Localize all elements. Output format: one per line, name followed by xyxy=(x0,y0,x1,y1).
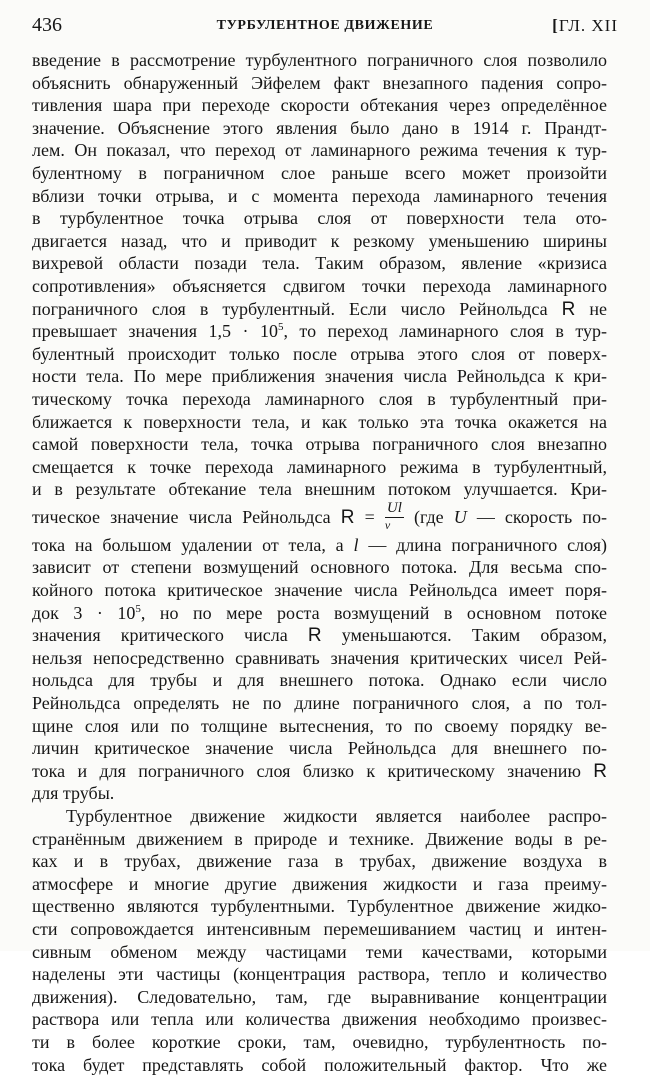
text-segment: тока на большом удалении от тела, а xyxy=(32,534,344,555)
reynolds-symbol: R xyxy=(561,298,576,320)
text-line: странённым движением в природе и технике. Движение воды в ре- xyxy=(32,828,607,849)
length-symbol: l xyxy=(353,534,359,555)
text-line: самой поверхности тела, точка отрыва пограничного слоя внезапно xyxy=(32,434,607,455)
text-line: нельзя непосредственно сравнивать значения критических чисел Рей- xyxy=(32,647,607,668)
text-segment: значения критического числа xyxy=(32,625,288,646)
text-line: тивления шара при переходе скорости обтекания через определённое xyxy=(32,95,607,116)
text-line xyxy=(32,602,607,625)
text-line: Рейнольдса определять не по длине пограничного слоя, а по тол- xyxy=(32,693,607,714)
text-line: объяснить обнаруженный Эйфелем факт внезапного падения сопро- xyxy=(32,72,607,93)
page-header xyxy=(32,14,618,40)
exponent: 5 xyxy=(277,321,284,334)
text-line: и в результате обтекание тела внешним потоком улучшается. Кри- xyxy=(32,479,607,500)
reynolds-symbol: R xyxy=(307,625,322,647)
text-segment: — длина пограничного слоя) xyxy=(368,534,607,555)
text-segment: тока и для пограничного слоя близко к критическому значению xyxy=(32,760,581,781)
text-line: щественно являются турбулентными. Турбулентное движение жидко- xyxy=(32,896,607,917)
text-line: щине слоя или по толщине вытеснения, то по своему порядку ве- xyxy=(32,715,607,736)
reynolds-formula xyxy=(385,501,404,531)
text-line: в турбулентное точка отрыва слоя от поверхности тела ото- xyxy=(32,208,607,229)
text-line xyxy=(32,760,607,783)
chapter-label xyxy=(552,16,618,36)
velocity-symbol: U xyxy=(453,506,467,527)
text-segment: , то переход ламинарного слоя в тур- xyxy=(283,321,608,342)
text-line: вихревой области позади тела. Таким образом, явление «кризиса xyxy=(32,253,607,274)
text-line: сти сопровождается интенсивным перемешиванием частиц и интен- xyxy=(32,918,607,939)
text-segment: (где xyxy=(413,506,444,527)
text-line: лем. Он показал, что переход от ламинарного режима течения к тур- xyxy=(32,140,607,161)
running-title: ТУРБУЛЕНТНОЕ ДВИЖЕНИЕ xyxy=(216,18,434,33)
text-segment: — скорость по- xyxy=(476,506,608,527)
text-line xyxy=(32,624,607,647)
body-text xyxy=(32,49,607,1076)
text-line: двигается назад, что и приводит к резкому уменьшению ширины xyxy=(32,230,607,251)
text-line: булентному в пограничном слое раньше всего может произойти xyxy=(32,162,607,183)
text-line: ности тела. По мере приближения значения числа Рейнольдса к кри- xyxy=(32,366,607,387)
text-line: ти в более короткие сроки, там, очевидно, турбулентность по- xyxy=(32,1031,607,1052)
exponent: 5 xyxy=(135,602,141,615)
text-line: значение. Объяснение этого явления было дано в 1914 г. Прандт- xyxy=(32,117,607,138)
text-line: раствора или тепла или количества движения необходимо произвес- xyxy=(32,1009,607,1030)
text-line: сопротивления» объясняется сдвигом точки перехода ламинарного xyxy=(32,275,607,296)
text-line: наделены эти частицы (концентрация раствора, тепло и количество xyxy=(32,964,607,985)
text-line: для трубы. xyxy=(32,783,115,804)
text-line: ках и в трубах, движение газа в трубах, движение воздуха в xyxy=(32,851,607,872)
equals-sign: = xyxy=(364,506,375,527)
page-number: 436 xyxy=(32,14,62,36)
text-line: атмосфере и многие другие движения жидкости и газа преиму- xyxy=(32,873,607,894)
text-segment: док 3 · 10 xyxy=(32,602,136,623)
text-segment: тическое значение числа Рейнольдса xyxy=(32,506,331,527)
reynolds-symbol: R xyxy=(593,760,607,782)
text-line: вблизи точки отрыва, и с момента перехода ламинарного течения xyxy=(32,185,607,206)
text-segment: не xyxy=(589,298,607,319)
text-line: тическому точка перехода ламинарного слоя в турбулентный при- xyxy=(32,388,607,409)
text-line: зависит от степени возмущений основного потока. Для весьма спо- xyxy=(32,557,607,578)
text-line: личин критическое значение числа Рейнольдса для внешнего по- xyxy=(32,738,607,759)
text-line xyxy=(32,298,607,321)
text-segment: пограничного слоя в турбулентный. Если число Рейнольдса xyxy=(32,298,548,319)
text-segment: превышает значения 1,5 · 10 xyxy=(32,321,278,342)
chapter-bracket: [ xyxy=(552,16,559,35)
text-line-formula xyxy=(32,501,607,534)
chapter-text: ГЛ. XII xyxy=(558,16,618,35)
text-line: койного потока критическое значение числа Рейнольдса имеет поря- xyxy=(32,580,607,601)
text-segment: уменьшаются. Таким образом, xyxy=(341,625,608,646)
formula-denominator: ν xyxy=(384,517,391,532)
text-line xyxy=(32,534,607,557)
reynolds-symbol: R xyxy=(340,506,355,528)
text-segment: , но по мере роста возмущений в основном потоке xyxy=(140,602,607,623)
text-line: введение в рассмотрение турбулентного пограничного слоя позволило xyxy=(32,50,607,70)
text-line: сивным обменом между частицами теми качествами, которыми xyxy=(32,941,607,962)
text-line: тока будет представлять собой положительный фактор. Что же xyxy=(32,1054,607,1075)
text-line: Турбулентное движение жидкости является наиболее распро- xyxy=(66,806,607,826)
text-line: ближается к поверхности тела, и как только эта точка окажется на xyxy=(32,411,607,432)
formula-numerator: Ul xyxy=(386,499,402,516)
text-line: нольдса для трубы и для внешнего потока. Однако если число xyxy=(32,670,607,691)
text-line: смещается к точке перехода ламинарного режима в турбулентный, xyxy=(32,456,607,477)
text-line xyxy=(32,320,607,343)
text-line: движения). Следовательно, там, где выравнивание концентрации xyxy=(32,986,607,1007)
text-line: булентный происходит только после отрыва этого слоя от поверх- xyxy=(32,343,607,364)
